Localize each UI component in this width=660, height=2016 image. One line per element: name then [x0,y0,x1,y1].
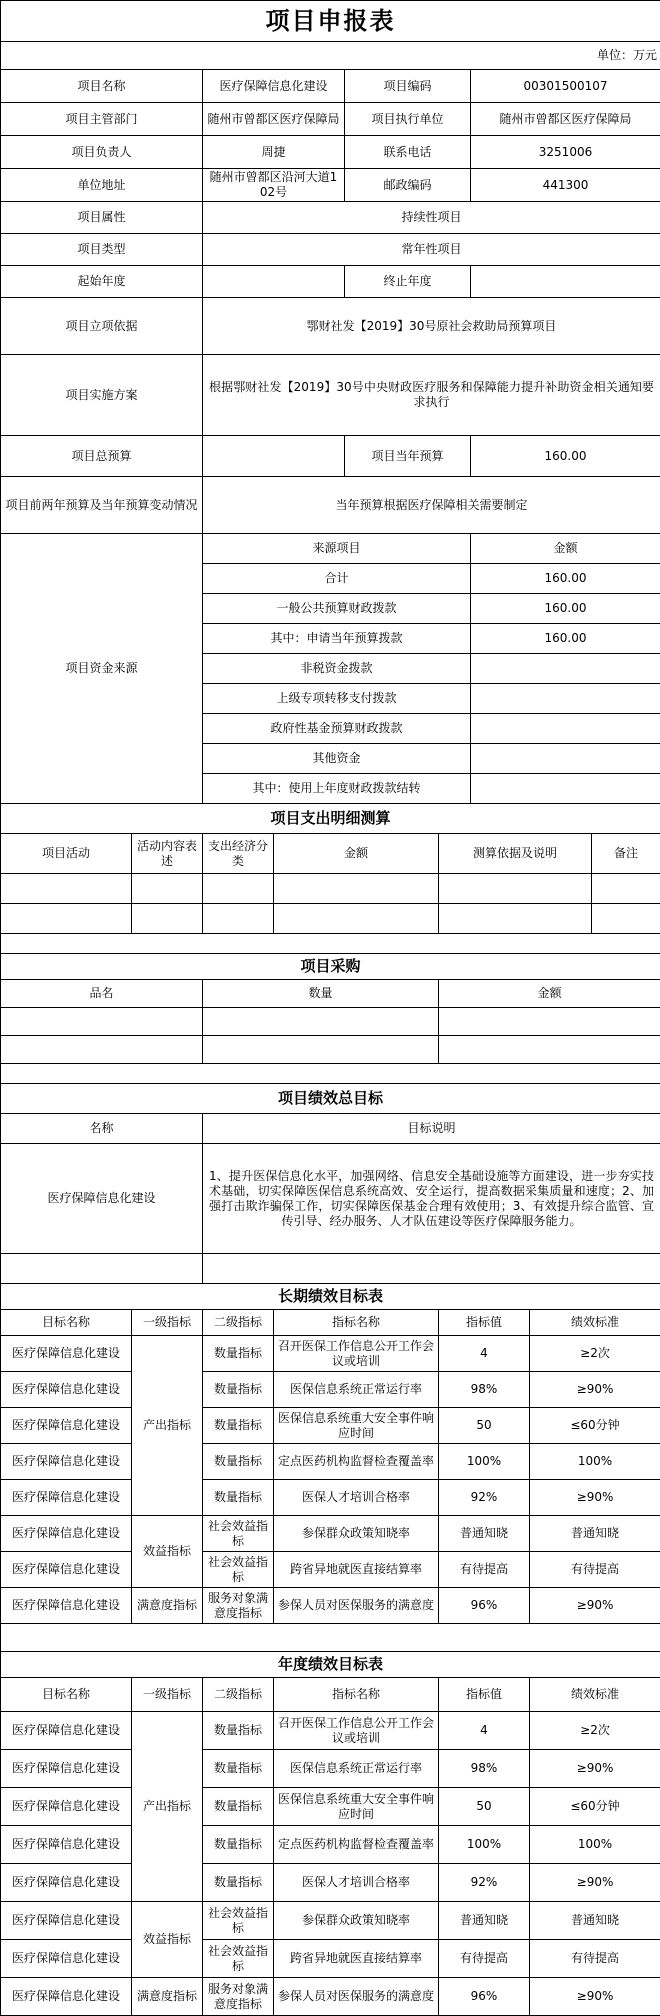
longterm-value: 92% [439,1480,530,1516]
perf-total-name: 医疗保障信息化建设 [1,1144,203,1254]
budget-change-label: 项目前两年预算及当年预算变动情况 [1,477,203,534]
perf-total-cell [203,1254,660,1284]
longterm-header: 二级指标 [203,1310,274,1336]
fund-amount: 160.00 [471,624,660,654]
longterm-target-name: 医疗保障信息化建设 [1,1588,132,1624]
basis-value: 鄂财社发【2019】30号原社会救助局预算项目 [203,298,660,355]
procurement-cell [203,1008,439,1036]
expense-cell [132,904,203,934]
annual-target-name: 医疗保障信息化建设 [1,1826,132,1864]
longterm-level1: 效益指标 [132,1516,203,1588]
project-code-label: 项目编码 [345,70,471,103]
annual-standard: ≥90% [530,1864,660,1902]
annual-target-name: 医疗保障信息化建设 [1,1902,132,1940]
procurement-cell [439,1008,660,1036]
annual-level2: 数量指标 [203,1788,274,1826]
annual-value: 有待提高 [439,1940,530,1978]
fund-source: 政府性基金预算财政拨款 [203,714,471,744]
procurement-section-title: 项目采购 [1,954,660,980]
perf-total-desc-label: 目标说明 [203,1114,660,1144]
longterm-indicator: 参保人员对医保服务的满意度 [274,1588,439,1624]
longterm-level2: 数量指标 [203,1480,274,1516]
expense-header: 测算依据及说明 [439,834,592,874]
annual-standard: ≥90% [530,1750,660,1788]
annual-value: 4 [439,1712,530,1750]
type-label: 项目类型 [1,234,203,266]
annual-target-name: 医疗保障信息化建设 [1,1864,132,1902]
expense-cell [1,874,132,904]
longterm-header: 绩效标准 [530,1310,660,1336]
annual-level2: 服务对象满意度指标 [203,1978,274,2016]
unit-label: 单位：万元 [1,42,660,70]
annual-header: 目标名称 [1,1678,132,1712]
longterm-target-name: 医疗保障信息化建设 [1,1444,132,1480]
longterm-indicator: 医保人才培训合格率 [274,1480,439,1516]
annual-level2: 社会效益指标 [203,1902,274,1940]
annual-section-title: 年度绩效目标表 [1,1652,660,1678]
total-budget-label: 项目总预算 [1,436,203,477]
attr-value: 持续性项目 [203,202,660,234]
expense-cell [592,904,660,934]
phone-value: 3251006 [471,136,660,169]
annual-value: 普通知晓 [439,1902,530,1940]
longterm-target-name: 医疗保障信息化建设 [1,1372,132,1408]
annual-indicator: 定点医药机构监督检查覆盖率 [274,1826,439,1864]
expense-header: 金额 [274,834,439,874]
longterm-indicator: 定点医药机构监督检查覆盖率 [274,1444,439,1480]
longterm-level2: 社会效益指标 [203,1552,274,1588]
longterm-value: 普通知晓 [439,1516,530,1552]
start-year-value [203,266,345,298]
basis-label: 项目立项依据 [1,298,203,355]
annual-value: 50 [439,1788,530,1826]
longterm-level2: 服务对象满意度指标 [203,1588,274,1624]
longterm-indicator: 跨省异地就医直接结算率 [274,1552,439,1588]
expense-cell [439,904,592,934]
annual-indicator: 医保信息系统正常运行率 [274,1750,439,1788]
annual-header: 绩效标准 [530,1678,660,1712]
longterm-target-name: 医疗保障信息化建设 [1,1480,132,1516]
perf-total-cell [1,1254,203,1284]
annual-value: 96% [439,1978,530,2016]
longterm-target-name: 医疗保障信息化建设 [1,1336,132,1372]
longterm-level2: 数量指标 [203,1444,274,1480]
leader-value: 周捷 [203,136,345,169]
exec-unit-label: 项目执行单位 [345,103,471,136]
dept-value: 随州市曾都区医疗保障局 [203,103,345,136]
annual-standard: ≥2次 [530,1712,660,1750]
longterm-target-name: 医疗保障信息化建设 [1,1516,132,1552]
dept-label: 项目主管部门 [1,103,203,136]
start-year-label: 起始年度 [1,266,203,298]
fund-source: 其中：申请当年预算拨款 [203,624,471,654]
budget-change-value: 当年预算根据医疗保障相关需要制定 [203,477,660,534]
longterm-level1: 满意度指标 [132,1588,203,1624]
spacer-row [1,934,660,954]
annual-standard: ≥90% [530,1978,660,2016]
project-name-value: 医疗保障信息化建设 [203,70,345,103]
fund-source: 其他资金 [203,744,471,774]
longterm-standard: ≤60分钟 [530,1408,660,1444]
annual-header: 二级指标 [203,1678,274,1712]
annual-level1: 产出指标 [132,1712,203,1902]
procurement-header: 金额 [439,980,660,1008]
current-budget-value: 160.00 [471,436,660,477]
longterm-value: 4 [439,1336,530,1372]
end-year-value [471,266,660,298]
project-code-value: 00301500107 [471,70,660,103]
expense-cell [274,904,439,934]
type-value: 常年性项目 [203,234,660,266]
procurement-cell [1,1008,203,1036]
project-name-label: 项目名称 [1,70,203,103]
fund-amount [471,654,660,684]
annual-indicator: 参保人员对医保服务的满意度 [274,1978,439,2016]
expense-header: 活动内容表述 [132,834,203,874]
longterm-header: 指标值 [439,1310,530,1336]
fund-amount: 160.00 [471,564,660,594]
expense-cell [439,874,592,904]
longterm-header: 指标名称 [274,1310,439,1336]
annual-target-name: 医疗保障信息化建设 [1,1712,132,1750]
expense-header: 备注 [592,834,660,874]
annual-standard: 有待提高 [530,1940,660,1978]
fund-source: 其中：使用上年度财政拨款结转 [203,774,471,804]
longterm-standard: ≥2次 [530,1336,660,1372]
longterm-level2: 数量指标 [203,1372,274,1408]
expense-cell [203,874,274,904]
annual-standard: ≤60分钟 [530,1788,660,1826]
longterm-value: 98% [439,1372,530,1408]
annual-level2: 数量指标 [203,1750,274,1788]
longterm-level2: 数量指标 [203,1408,274,1444]
fund-source: 合计 [203,564,471,594]
procurement-cell [439,1036,660,1064]
fund-source: 非税资金拨款 [203,654,471,684]
expense-cell [203,904,274,934]
procurement-cell [203,1036,439,1064]
plan-value: 根据鄂财社发【2019】30号中央财政医疗服务和保障能力提升补助资金相关通知要求执行 [203,355,660,436]
longterm-value: 50 [439,1408,530,1444]
postcode-value: 441300 [471,169,660,202]
page-title: 项目申报表 [1,1,660,42]
longterm-indicator: 医保信息系统重大安全事件响应时间 [274,1408,439,1444]
fund-amount [471,684,660,714]
longterm-indicator: 召开医保工作信息公开工作会议或培训 [274,1336,439,1372]
longterm-standard: 普通知晓 [530,1516,660,1552]
longterm-standard: 100% [530,1444,660,1480]
longterm-value: 有待提高 [439,1552,530,1588]
fund-source: 上级专项转移支付拨款 [203,684,471,714]
annual-indicator: 参保群众政策知晓率 [274,1902,439,1940]
postcode-label: 邮政编码 [345,169,471,202]
fund-amount [471,714,660,744]
expense-cell [132,874,203,904]
exec-unit-value: 随州市曾都区医疗保障局 [471,103,660,136]
longterm-target-name: 医疗保障信息化建设 [1,1408,132,1444]
perf-total-name-label: 名称 [1,1114,203,1144]
annual-header: 指标值 [439,1678,530,1712]
longterm-standard: ≥90% [530,1480,660,1516]
annual-level1: 效益指标 [132,1902,203,1978]
longterm-value: 96% [439,1588,530,1624]
annual-header: 指标名称 [274,1678,439,1712]
longterm-header: 一级指标 [132,1310,203,1336]
expense-header: 支出经济分类 [203,834,274,874]
expense-cell [274,874,439,904]
annual-level2: 数量指标 [203,1864,274,1902]
annual-target-name: 医疗保障信息化建设 [1,1940,132,1978]
spacer-row [1,1064,660,1084]
fund-source: 一般公共预算财政拨款 [203,594,471,624]
funds-header-source: 来源项目 [203,534,471,564]
annual-target-name: 医疗保障信息化建设 [1,1788,132,1826]
phone-label: 联系电话 [345,136,471,169]
annual-target-name: 医疗保障信息化建设 [1,1750,132,1788]
longterm-section-title: 长期绩效目标表 [1,1284,660,1310]
longterm-header: 目标名称 [1,1310,132,1336]
longterm-indicator: 参保群众政策知晓率 [274,1516,439,1552]
annual-value: 100% [439,1826,530,1864]
perf-total-section-title: 项目绩效总目标 [1,1084,660,1114]
expense-cell [592,874,660,904]
annual-level1: 满意度指标 [132,1978,203,2016]
total-budget-value [203,436,345,477]
expense-cell [1,904,132,934]
longterm-target-name: 医疗保障信息化建设 [1,1552,132,1588]
longterm-value: 100% [439,1444,530,1480]
fund-amount: 160.00 [471,594,660,624]
longterm-standard: 有待提高 [530,1552,660,1588]
longterm-level1: 产出指标 [132,1336,203,1516]
funds-header-amount: 金额 [471,534,660,564]
perf-total-desc: 1、提升医保信息化水平，加强网络、信息安全基础设施等方面建设，进一步夯实技术基础，切实保障医保信息系统高效、安全运行，提高数据采集质量和速度；2、加强打击欺诈骗保工作，切实保障医保基金合理有效使用；3、有效提升综合监管、宣传引导、经办服务、人才队伍建设等医疗保障服务能力。 [203,1144,660,1254]
fund-amount [471,774,660,804]
annual-value: 98% [439,1750,530,1788]
annual-level2: 社会效益指标 [203,1940,274,1978]
procurement-header: 品名 [1,980,203,1008]
annual-indicator: 医保信息系统重大安全事件响应时间 [274,1788,439,1826]
annual-level2: 数量指标 [203,1712,274,1750]
current-budget-label: 项目当年预算 [345,436,471,477]
end-year-label: 终止年度 [345,266,471,298]
longterm-standard: ≥90% [530,1372,660,1408]
annual-header: 一级指标 [132,1678,203,1712]
annual-target-name: 医疗保障信息化建设 [1,1978,132,2016]
longterm-level2: 数量指标 [203,1336,274,1372]
leader-label: 项目负责人 [1,136,203,169]
attr-label: 项目属性 [1,202,203,234]
annual-standard: 100% [530,1826,660,1864]
expense-section-title: 项目支出明细测算 [1,804,660,834]
fund-amount [471,744,660,774]
address-value: 随州市曾都区沿河大道102号 [203,169,345,202]
annual-level2: 数量指标 [203,1826,274,1864]
procurement-cell [1,1036,203,1064]
longterm-level2: 社会效益指标 [203,1516,274,1552]
annual-indicator: 召开医保工作信息公开工作会议或培训 [274,1712,439,1750]
annual-indicator: 医保人才培训合格率 [274,1864,439,1902]
annual-indicator: 跨省异地就医直接结算率 [274,1940,439,1978]
longterm-indicator: 医保信息系统正常运行率 [274,1372,439,1408]
spacer-row [1,1624,660,1652]
expense-header: 项目活动 [1,834,132,874]
procurement-header: 数量 [203,980,439,1008]
annual-standard: 普通知晓 [530,1902,660,1940]
longterm-standard: ≥90% [530,1588,660,1624]
address-label: 单位地址 [1,169,203,202]
plan-label: 项目实施方案 [1,355,203,436]
annual-value: 92% [439,1864,530,1902]
funds-label: 项目资金来源 [1,534,203,804]
